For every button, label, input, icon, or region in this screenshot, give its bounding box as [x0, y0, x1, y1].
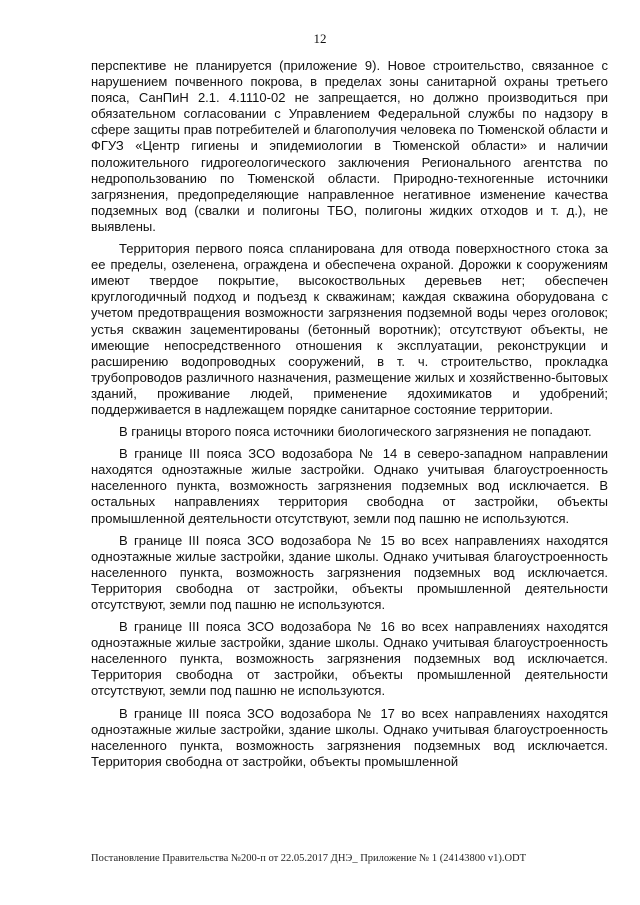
- page-footer: Постановление Правительства №200-п от 22.05.2017 ДНЭ_ Приложение № 1 (24143800 v1).ODT: [91, 853, 527, 864]
- page-number: 12: [313, 31, 327, 46]
- paragraph-well-16: В границе III пояса ЗСО водозабора № 16 во всех направлениях находятся одноэтажные жилые застройки, здание школы. Однако учитывая благоустроенность населенного пункта, возможность загрязнения подземных вод исключается. Территория свободна от застройки, объекты промышленной деятельности отсутствуют, земли под пашню не используются.: [91, 619, 608, 699]
- page-body: [91, 58, 608, 776]
- paragraph-well-14: В границе III пояса ЗСО водозабора № 14 в северо-западном направлении находятся одноэтажные жилые застройки. Однако учитывая благоустроенность населенного пункта, возможность загрязнения подземных вод исключается. В остальных направлениях территория свободна от застройки, объекты промышленной деятельности отсутствуют, земли под пашню не используются.: [91, 446, 608, 526]
- paragraph-well-15: В границе III пояса ЗСО водозабора № 15 во всех направлениях находятся одноэтажные жилые застройки, здание школы. Однако учитывая благоустроенность населенного пункта, возможность загрязнения подземных вод исключается. Территория свободна от застройки, объекты промышленной деятельности отсутствуют, земли под пашню не используются.: [91, 532, 608, 612]
- paragraph-continuation: перспективе не планируется (приложение 9). Новое строительство, связанное с нарушением почвенного покрова, в пределах зоны санитарной охраны третьего пояса, СанПиН 2.1. 4.1110-02 не запрещается, но должно производиться при обязательном согласовании с Управлением Федеральной службы по надзору в сфере защиты прав потребителей и благополучия человека по Тюменской области и ФГУЗ «Центр гигиены и эпидемиологии в Тюменской области» и наличии положительного гидрогеологического заключения Регионального агентства по недропользованию по Тюменской области. Природно-техногенные источники загрязнения, предопределяющие направленное негативное изменение качества подземных вод (свалки и полигоны ТБО, полигоны жидких отходов и т. д.), не выявлены.: [91, 58, 608, 234]
- paragraph-second-zone: В границы второго пояса источники биологического загрязнения не попадают.: [119, 424, 592, 440]
- paragraph-first-zone: Территория первого пояса спланирована для отвода поверхностного стока за ее пределы, озеленена, ограждена и обеспечена охраной. Дорожки к сооружениям имеют твердое покрытие, высокоствольных деревьев нет; обеспечен круглогодичный подход и подъезд к скважинам; каждая скважина оборудована с учетом предотвращения возможности загрязнения подземной воды через оголовок; устья скважин зацементированы (бетонный воротник); отсутствуют объекты, не имеющие непосредственного отношения к эксплуатации, реконструкции и расширению водопроводных сооружений, в т. ч. строительство, прокладка трубопроводов различного назначения, размещение жилых и хозяйственно-бытовых зданий, проживание людей, применение ядохимикатов и удобрений; поддерживается в надлежащем порядке санитарное состояние территории.: [91, 241, 608, 417]
- paragraph-well-17: В границе III пояса ЗСО водозабора № 17 во всех направлениях находятся одноэтажные жилые застройки, здание школы. Однако учитывая благоустроенность населенного пункта, возможность загрязнения подземных вод исключается. Территория свободна от застройки, объекты промышленной: [91, 705, 608, 769]
